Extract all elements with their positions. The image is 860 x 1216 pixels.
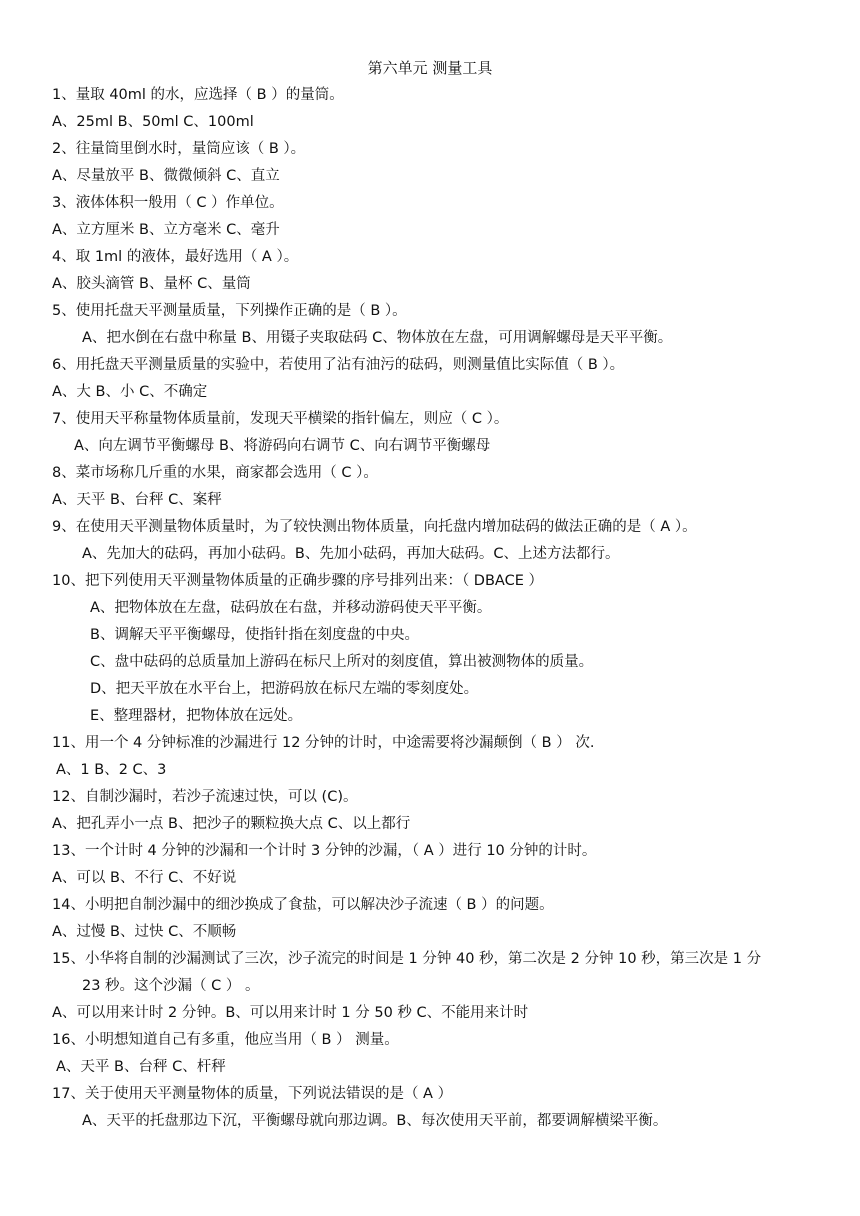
- step-c: C、盘中砝码的总质量加上游码在标尺上所对的刻度值，算出被测物体的质量。: [90, 654, 594, 670]
- options-6: A、大 B、小 C、不确定: [52, 384, 208, 400]
- question-4: 4、取 1ml 的液体，最好选用（ A ）。: [52, 249, 299, 265]
- options-7: A、向左调节平衡螺母 B、将游码向右调节 C、向右调节平衡螺母: [74, 438, 491, 454]
- question-3: 3、液体体积一般用（ C ）作单位。: [52, 195, 284, 211]
- question-6: 6、用托盘天平测量质量的实验中，若使用了沾有油污的砝码，则测量值比实际值（ B ）。: [52, 357, 625, 373]
- options-9: A、先加大的砝码，再加小砝码。B、先加小砝码，再加大砝码。C、上述方法都行。: [82, 546, 620, 562]
- question-17: 17、关于使用天平测量物体的质量，下列说法错误的是（ A ）: [52, 1086, 453, 1102]
- question-14: 14、小明把自制沙漏中的细沙换成了食盐，可以解决沙子流速（ B ）的问题。: [52, 897, 554, 913]
- options-13: A、可以 B、不行 C、不好说: [52, 870, 237, 886]
- options-3: A、立方厘米 B、立方毫米 C、毫升: [52, 222, 280, 238]
- options-5: A、把水倒在右盘中称量 B、用镊子夹取砝码 C、物体放在左盘，可用调解螺母是天平平衡。: [82, 330, 673, 346]
- options-12: A、把孔弄小一点 B、把沙子的颗粒换大点 C、以上都行: [52, 816, 411, 832]
- question-13: 13、一个计时 4 分钟的沙漏和一个计时 3 分钟的沙漏，（ A ）进行 10 分钟的计时。: [52, 843, 597, 859]
- question-9: 9、在使用天平测量物体质量时，为了较快测出物体质量，向托盘内增加砝码的做法正确的是（ A ）。: [52, 519, 697, 535]
- question-1: 1、量取 40ml 的水，应选择（ B ）的量筒。: [52, 87, 344, 103]
- options-16: A、天平 B、台秤 C、杆秤: [56, 1059, 226, 1075]
- question-12: 12、自制沙漏时，若沙子流速过快，可以 (C)。: [52, 789, 358, 805]
- question-15-cont: 23 秒。这个沙漏（ C ） 。: [82, 978, 260, 994]
- options-17: A、天平的托盘那边下沉，平衡螺母就向那边调。B、每次使用天平前，都要调解横梁平衡。: [82, 1113, 668, 1129]
- step-e: E、整理器材，把物体放在远处。: [90, 708, 303, 724]
- step-d: D、把天平放在水平台上，把游码放在标尺左端的零刻度处。: [90, 681, 479, 697]
- question-2: 2、往量筒里倒水时，量筒应该（ B ）。: [52, 141, 306, 157]
- options-11: A、1 B、2 C、3: [56, 762, 167, 778]
- question-10: 10、把下列使用天平测量物体质量的正确步骤的序号排列出来：（ DBACE ）: [52, 573, 543, 589]
- step-b: B、调解天平平衡螺母，使指针指在刻度盘的中央。: [90, 627, 419, 643]
- options-1: A、25ml B、50ml C、100ml: [52, 114, 254, 130]
- page-title: 第六单元 测量工具: [367, 59, 493, 77]
- question-5: 5、使用托盘天平测量质量，下列操作正确的是（ B ）。: [52, 303, 407, 319]
- options-2: A、尽量放平 B、微微倾斜 C、直立: [52, 168, 280, 184]
- options-4: A、胶头滴管 B、量杯 C、量筒: [52, 276, 251, 292]
- options-15: A、可以用来计时 2 分钟。B、可以用来计时 1 分 50 秒 C、不能用来计时: [52, 1005, 529, 1021]
- question-8: 8、菜市场称几斤重的水果，商家都会选用（ C ）。: [52, 465, 378, 481]
- step-a: A、把物体放在左盘，砝码放在右盘，并移动游码使天平平衡。: [90, 600, 492, 616]
- question-15: 15、小华将自制的沙漏测试了三次，沙子流完的时间是 1 分钟 40 秒，第二次是 2 分钟 10 秒，第三次是 1 分: [52, 951, 762, 967]
- options-8: A、天平 B、台秤 C、案秤: [52, 492, 222, 508]
- question-16: 16、小明想知道自己有多重，他应当用（ B ） 测量。: [52, 1032, 399, 1048]
- options-14: A、过慢 B、过快 C、不顺畅: [52, 924, 237, 940]
- question-7: 7、使用天平称量物体质量前，发现天平横梁的指针偏左，则应（ C ）。: [52, 411, 509, 427]
- question-11: 11、用一个 4 分钟标准的沙漏进行 12 分钟的计时，中途需要将沙漏颠倒（ B ） 次.: [52, 735, 595, 751]
